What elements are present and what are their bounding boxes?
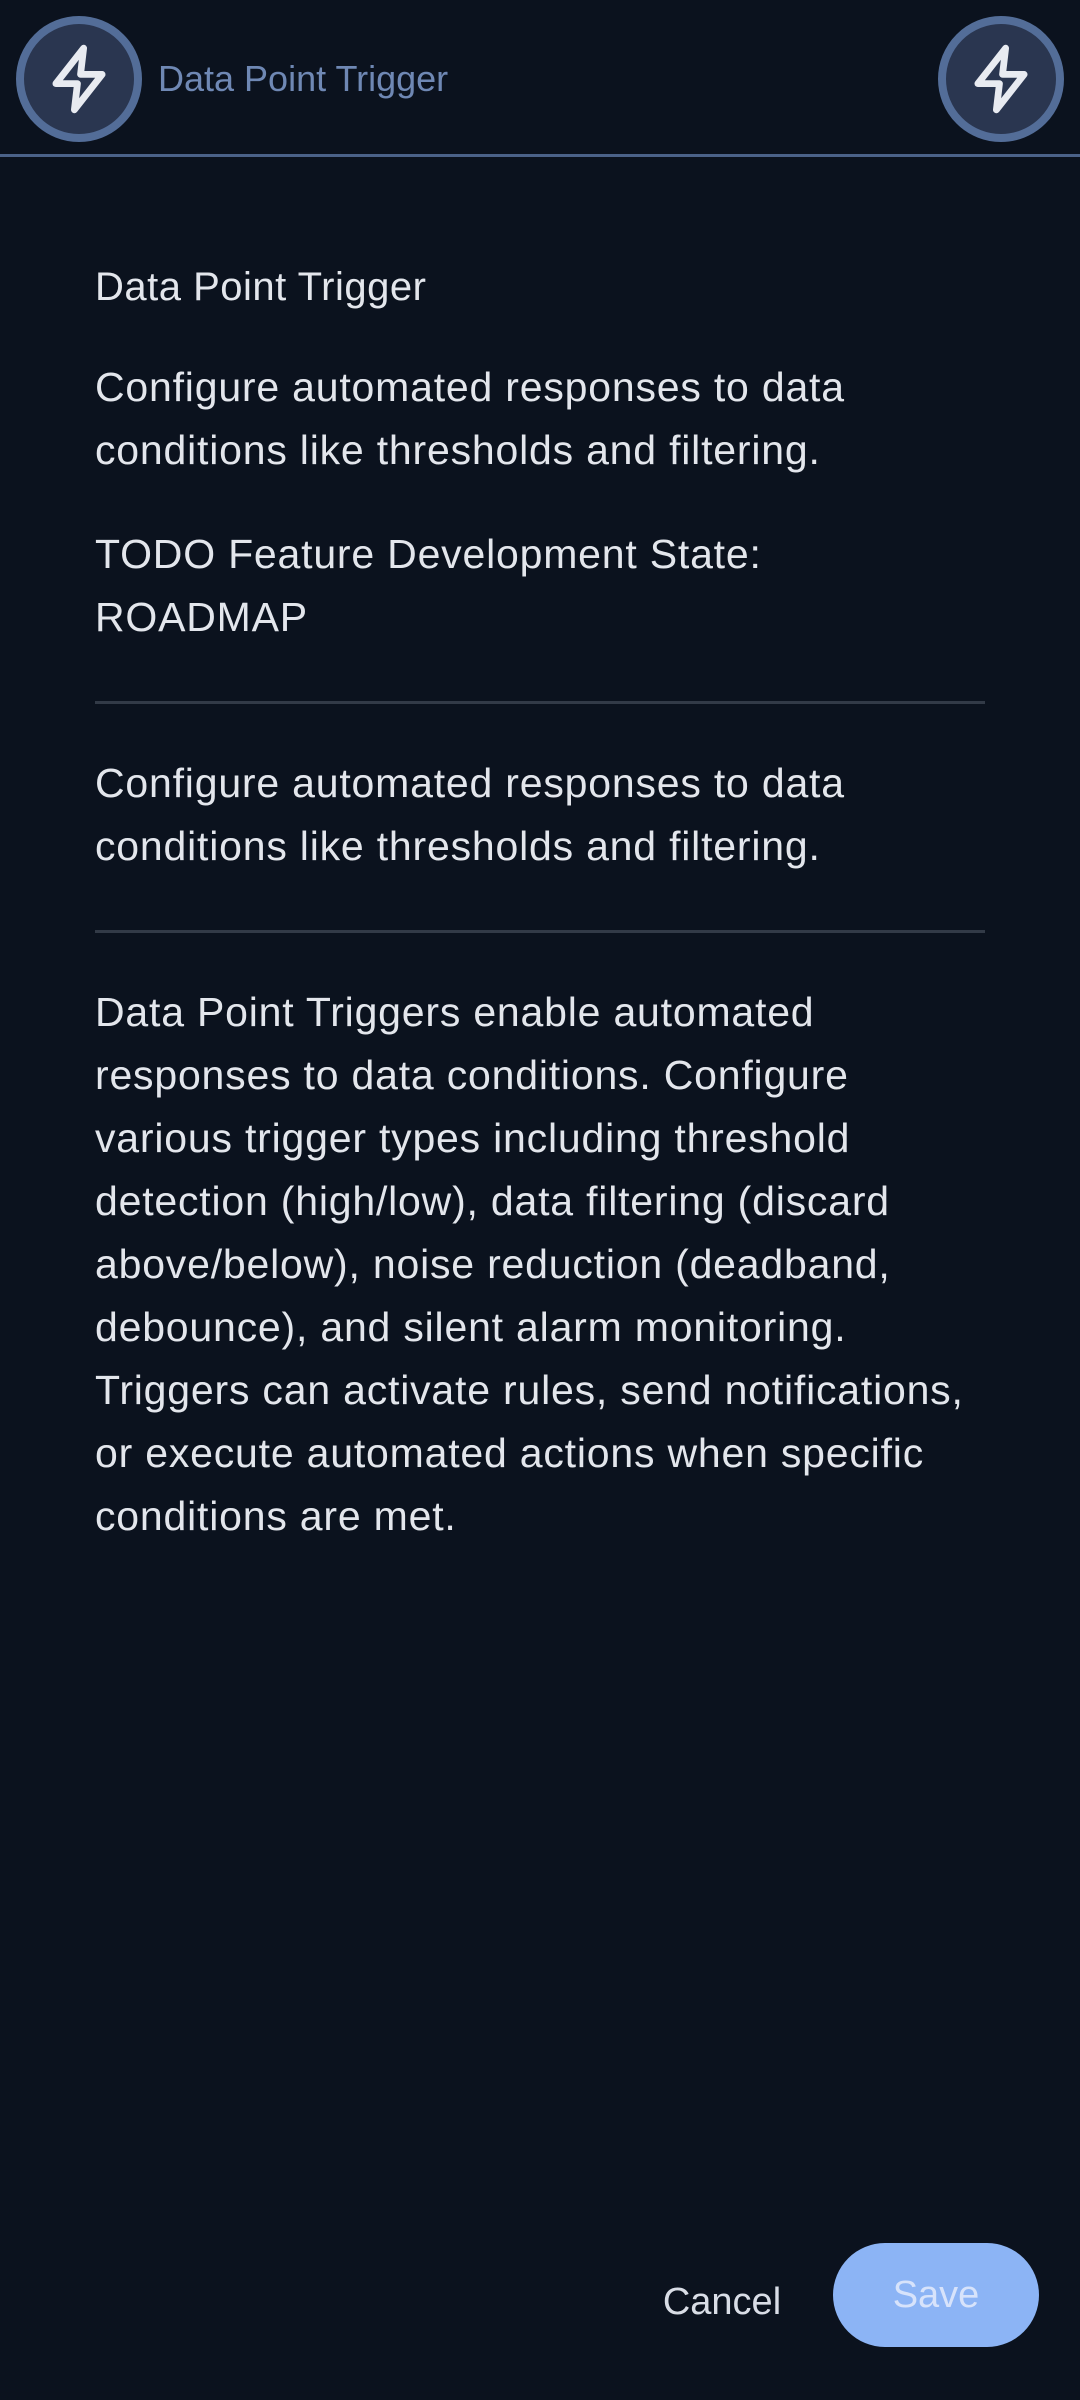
divider: [95, 701, 985, 704]
lightning-bolt-icon: [964, 42, 1038, 116]
dev-state-text: TODO Feature Development State: ROADMAP: [95, 531, 762, 640]
header-title: Data Point Trigger: [158, 58, 449, 99]
header-left-button[interactable]: [16, 16, 142, 142]
content-area: [95, 256, 985, 1548]
page-title: Data Point Trigger: [95, 265, 427, 309]
app-header: [0, 0, 1080, 157]
summary-repeat-text: Configure automated responses to data conditions like thresholds and filtering.: [95, 760, 845, 869]
cancel-button[interactable]: Cancel: [640, 2270, 804, 2334]
lightning-bolt-icon: [42, 42, 116, 116]
divider: [95, 930, 985, 933]
summary-text: Configure automated responses to data conditions like thresholds and filtering.: [95, 364, 845, 473]
header-right-button[interactable]: [938, 16, 1064, 142]
description-text: Data Point Triggers enable automated responses to data conditions. Configure various trigger types including threshold detection (high/low), data filtering (discard above/below), noise reduction (deadband, debounce), and silent alarm monitoring. Triggers can activate rules, send notifications, or execute automated actions when specific conditions are met.: [95, 989, 964, 1539]
save-button[interactable]: Save: [833, 2243, 1039, 2347]
